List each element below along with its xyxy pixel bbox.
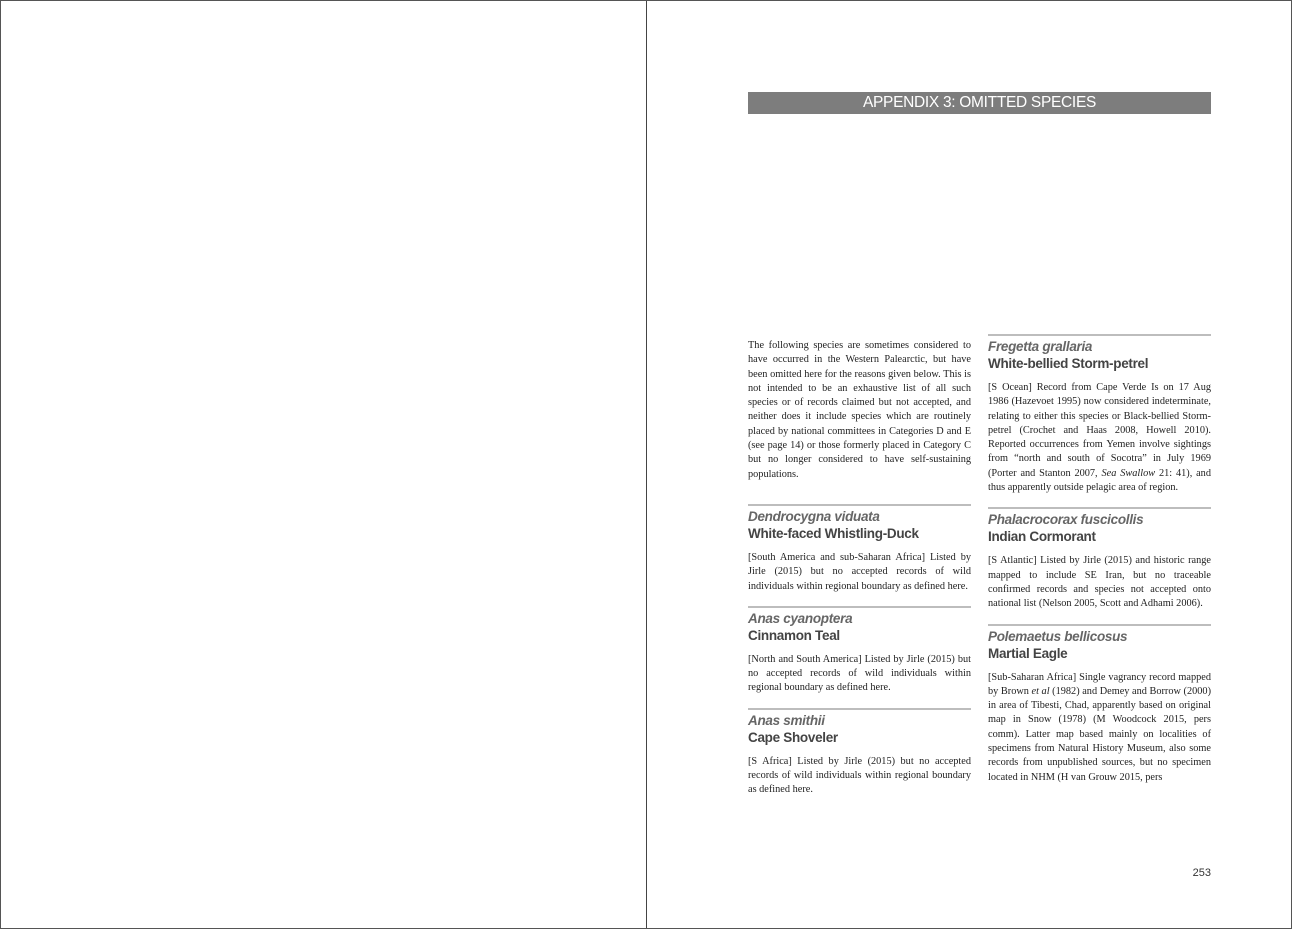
species-text-part: [S Atlantic] Listed by Jirle (2015) and historic range mapped to include SE Iran, but no traceable confirmed records and species not accepted onto national list (Nelson 2005, Scott and Adhami 2006). <box>988 555 1211 610</box>
scientific-name: Anas smithii <box>748 712 825 728</box>
species-text-italic: Sea Swallow <box>1101 467 1156 479</box>
common-name: Martial Eagle <box>988 645 1068 661</box>
scientific-name: Phalacrocorax fuscicollis <box>988 512 1144 528</box>
species-text <box>988 381 1211 495</box>
intro-paragraph: The following species are sometimes considered to have occurred in the Western Palearctic, but have been omitted here for the reasons given below. This is not intended to be an exhaustive list of all such species or of records claimed but not accepted, and neither does it include species which are routinely placed by national committees in Categories D and E (see page 14) or those formerly placed in Category C but no longer considered to have self-sustaining populations. <box>748 340 971 480</box>
scientific-name: Anas cyanoptera <box>748 610 853 626</box>
common-name: Indian Cormorant <box>988 529 1096 545</box>
species-entry <box>748 606 971 696</box>
species-text: [South America and sub-Saharan Africa] Listed by Jirle (2015) but no accepted records of wild individuals within regional boundary as defined here. <box>748 551 971 592</box>
species-entry <box>988 507 1211 611</box>
species-text-part: (1982) and Demey and Borrow (2000) in area of Tibesti, Chad, apparently based on original map in Snow (1978) (M Woodcock 2015, pers comm). Latter map based mainly on localities of specimens from Natural History Museum, also some records from unpublished sources, but no specimen located in NHM (H van Grouw 2015, pers <box>988 685 1211 783</box>
species-text-italic: et al <box>1031 685 1050 697</box>
species-text <box>988 554 1211 611</box>
species-text: [S Africa] Listed by Jirle (2015) but no accepted records of wild individuals within regional boundary as defined here. <box>748 755 971 796</box>
page-number: 253 <box>1192 867 1211 879</box>
scientific-name: Fregetta grallaria <box>988 339 1093 354</box>
species-text-part: [S Ocean] Record from Cape Verde Is on 17 Aug 1986 (Hazevoet 1995) now considered indeterminate, relating to either this species or Black-bellied Storm-petrel (Crochet and Haas 2008, Howell 2010). Reported occurrences from Yemen involve sightings from “north and south of Socotra” in July 1969 (Porter and Stanton 2007, <box>988 382 1211 479</box>
common-name: White-faced Whistling-Duck <box>748 525 919 541</box>
scientific-name: Dendrocygna viduata <box>748 508 880 524</box>
right-page <box>648 1 1291 928</box>
species-entry <box>748 504 971 594</box>
species-text-part: 21: 41), and thus apparently outside pelagic area of region. <box>988 467 1211 494</box>
species-text <box>988 671 1211 785</box>
species-text-part: [Sub-Saharan Africa] Single vagrancy record mapped by Brown <box>988 671 1211 697</box>
species-entry <box>748 708 971 798</box>
left-page-blank <box>1 1 647 928</box>
common-name: Cinnamon Teal <box>748 627 840 643</box>
scientific-name: Polemaetus bellicosus <box>988 628 1128 644</box>
appendix-title: APPENDIX 3: OMITTED SPECIES <box>748 92 1211 114</box>
species-text: [North and South America] Listed by Jirle (2015) but no accepted records of wild individuals within regional boundary as defined here. <box>748 653 971 694</box>
left-column <box>748 339 971 810</box>
right-column <box>988 334 1211 797</box>
species-entry <box>988 334 1211 495</box>
common-name: Cape Shoveler <box>748 729 838 745</box>
species-entry <box>988 624 1211 785</box>
common-name: White-bellied Storm-petrel <box>988 356 1149 371</box>
